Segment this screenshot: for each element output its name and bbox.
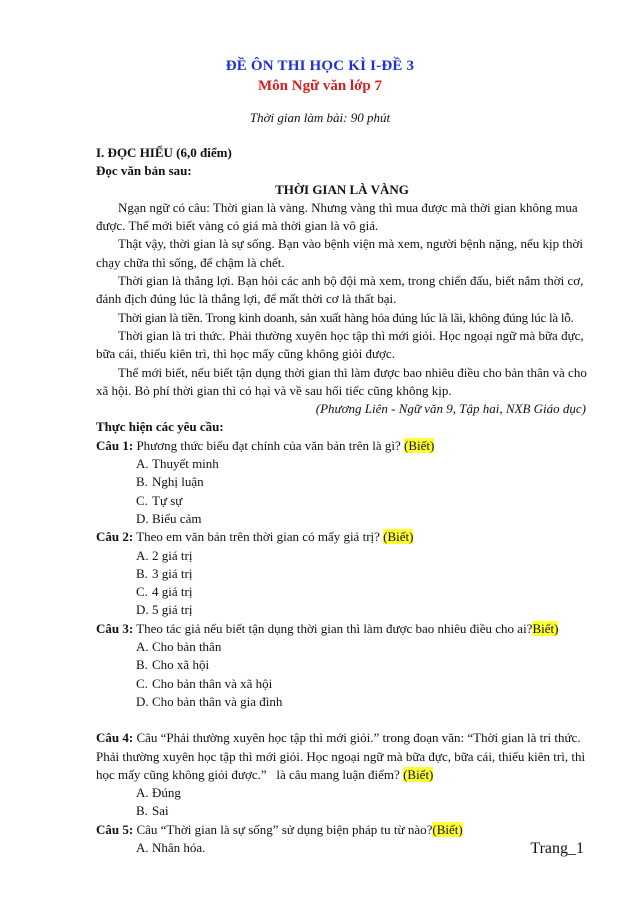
passage-line: chạy chữa thì sống, để chậm là chết.	[96, 254, 285, 270]
question-label: Câu 2:	[96, 529, 134, 545]
question-4	[96, 729, 588, 747]
question-text: Theo em văn bản trên thời gian có mấy giá trị?	[136, 529, 380, 545]
source-citation: (Phương Liên - Ngữ văn 9, Tập hai, NXB Giáo dục)	[315, 401, 586, 417]
level-badge: (Biết)	[383, 529, 414, 545]
tasks-heading: Thực hiện các yêu cầu:	[96, 419, 224, 435]
answer-option[interactable]	[96, 656, 588, 674]
answer-option[interactable]	[96, 693, 588, 711]
option-text: 2 giá trị	[152, 547, 193, 563]
option-letter: D.	[136, 693, 149, 709]
question-2	[96, 528, 588, 546]
question-text: Phương thức biểu đạt chính của văn bản trên là gì?	[136, 437, 401, 453]
passage-line: Thế mới biết, nếu biết tận dụng thời gian thì làm được bao nhiêu điều cho bản thân và cho	[118, 364, 587, 380]
question-text: Câu “Thời gian là sự sống” sử dụng biện pháp tu từ nào?	[136, 821, 433, 837]
answer-option[interactable]	[96, 802, 588, 820]
question-text: Theo tác giả nếu biết tận dụng thời gian thì làm được bao nhiêu điều cho ai?	[136, 620, 533, 636]
option-letter: D.	[136, 602, 149, 618]
passage-line: Ngạn ngữ có câu: Thời gian là vàng. Nhưng vàng thì mua được mà thời gian không mua	[118, 199, 578, 215]
option-text: Cho bản thân và gia đình	[152, 693, 283, 709]
answer-option[interactable]	[96, 547, 588, 565]
answer-option[interactable]	[96, 601, 588, 619]
option-text: Tự sự	[152, 492, 183, 508]
level-badge: Biết)	[532, 620, 559, 636]
option-text: Cho xã hội	[152, 657, 210, 673]
option-letter: A.	[136, 839, 149, 855]
exam-title: ĐỀ ÔN THI HỌC KÌ I-ĐỀ 3	[225, 58, 415, 74]
answer-option[interactable]	[96, 473, 588, 491]
passage-line: xã hội. Bỏ phí thời gian thì có hại và về sau hối tiếc cũng không kịp.	[96, 382, 452, 398]
answer-option[interactable]	[96, 565, 588, 583]
passage-line: Thời gian là tiền. Trong kinh doanh, sản xuất hàng hóa đúng lúc là lãi, không đúng lúc là lỗ.	[118, 309, 574, 325]
subject-title: Môn Ngữ văn lớp 7	[258, 78, 382, 94]
option-letter: C.	[136, 584, 148, 600]
level-badge: (Biết)	[403, 437, 435, 453]
option-text: 3 giá trị	[152, 565, 193, 581]
section-heading: I. ĐỌC HIỂU (6,0 điểm)	[96, 145, 232, 160]
answer-option[interactable]	[96, 638, 588, 656]
question-label: Câu 1:	[96, 437, 134, 453]
passage-line: Thời gian là thắng lợi. Bạn hỏi các anh bộ đội mà xem, trong chiến đấu, biết nắm thời cơ,	[118, 273, 584, 289]
level-badge: (Biết)	[432, 821, 463, 837]
option-text: Cho bản thân	[152, 639, 222, 655]
option-text: Biểu cảm	[152, 510, 202, 526]
question-text-line: Phải thường xuyên học tập thì mới giỏi. Học ngoại ngữ mà bữa đực, bữa cái, thiếu kiên trì, thì	[96, 748, 586, 764]
option-letter: A.	[136, 639, 149, 655]
question-label: Câu 3:	[96, 620, 134, 636]
passage-line: Thật vậy, thời gian là sự sống. Bạn vào bệnh viện mà xem, người bệnh nặng, nếu kịp thời	[118, 236, 583, 252]
passage-line: đánh địch đúng lúc là thắng lợi, để mất thời cơ là thất bại.	[96, 291, 397, 307]
passage-line: được. Thế mới biết vàng có giá mà thời gian là vô giá.	[96, 218, 379, 234]
spacer	[96, 711, 588, 729]
document-body	[96, 144, 588, 857]
answer-option[interactable]	[96, 455, 588, 473]
option-text: Cho bản thân và xã hội	[152, 675, 273, 691]
option-text: Đúng	[152, 785, 181, 801]
option-text: Nghị luận	[152, 474, 204, 490]
time-limit: Thời gian làm bài: 90 phút	[249, 110, 391, 125]
option-letter: A.	[136, 456, 149, 472]
question-text-line	[96, 766, 588, 784]
reading-passage	[96, 199, 588, 419]
option-text: 5 giá trị	[152, 602, 193, 618]
question-1	[96, 437, 588, 455]
answer-option[interactable]	[96, 510, 588, 528]
option-letter: C.	[136, 675, 148, 691]
question-label: Câu 5:	[96, 821, 134, 837]
option-letter: C.	[136, 492, 148, 508]
option-letter: B.	[136, 474, 148, 490]
option-text: Nhân hóa.	[152, 839, 206, 855]
answer-option[interactable]	[96, 492, 588, 510]
passage-line: Thời gian là tri thức. Phải thường xuyên học tập thì mới giỏi. Học ngoại ngữ mà bữa đực,	[118, 327, 584, 343]
question-text: Câu “Phải thường xuyên học tập thì mới giỏi.” trong đoạn văn: “Thời gian là tri thức.	[136, 730, 581, 746]
question-text: học mấy cũng không giỏi được.” là câu mang luận điểm?	[96, 766, 400, 782]
passage-line: bữa cái, thiếu kiên trì, thì học mấy cũng không giỏi được.	[96, 346, 395, 362]
answer-option[interactable]	[96, 583, 588, 601]
option-letter: A.	[136, 785, 149, 801]
page-number: Trang_1	[530, 840, 584, 857]
option-text: Sai	[152, 803, 169, 819]
question-3	[96, 620, 588, 638]
option-letter: D.	[136, 510, 149, 526]
option-text: 4 giá trị	[152, 584, 193, 600]
option-letter: A.	[136, 547, 149, 563]
option-text: Thuyết minh	[152, 456, 219, 472]
question-label: Câu 4:	[96, 730, 134, 746]
option-letter: B.	[136, 657, 148, 673]
answer-option[interactable]	[96, 784, 588, 802]
answer-option[interactable]	[96, 839, 588, 857]
read-instruction: Đọc văn bản sau:	[96, 163, 192, 179]
answer-option[interactable]	[96, 675, 588, 693]
level-badge: (Biết)	[403, 766, 434, 782]
text-title: THỜI GIAN LÀ VÀNG	[275, 181, 409, 197]
option-letter: B.	[136, 803, 148, 819]
option-letter: B.	[136, 565, 148, 581]
question-5	[96, 821, 588, 839]
